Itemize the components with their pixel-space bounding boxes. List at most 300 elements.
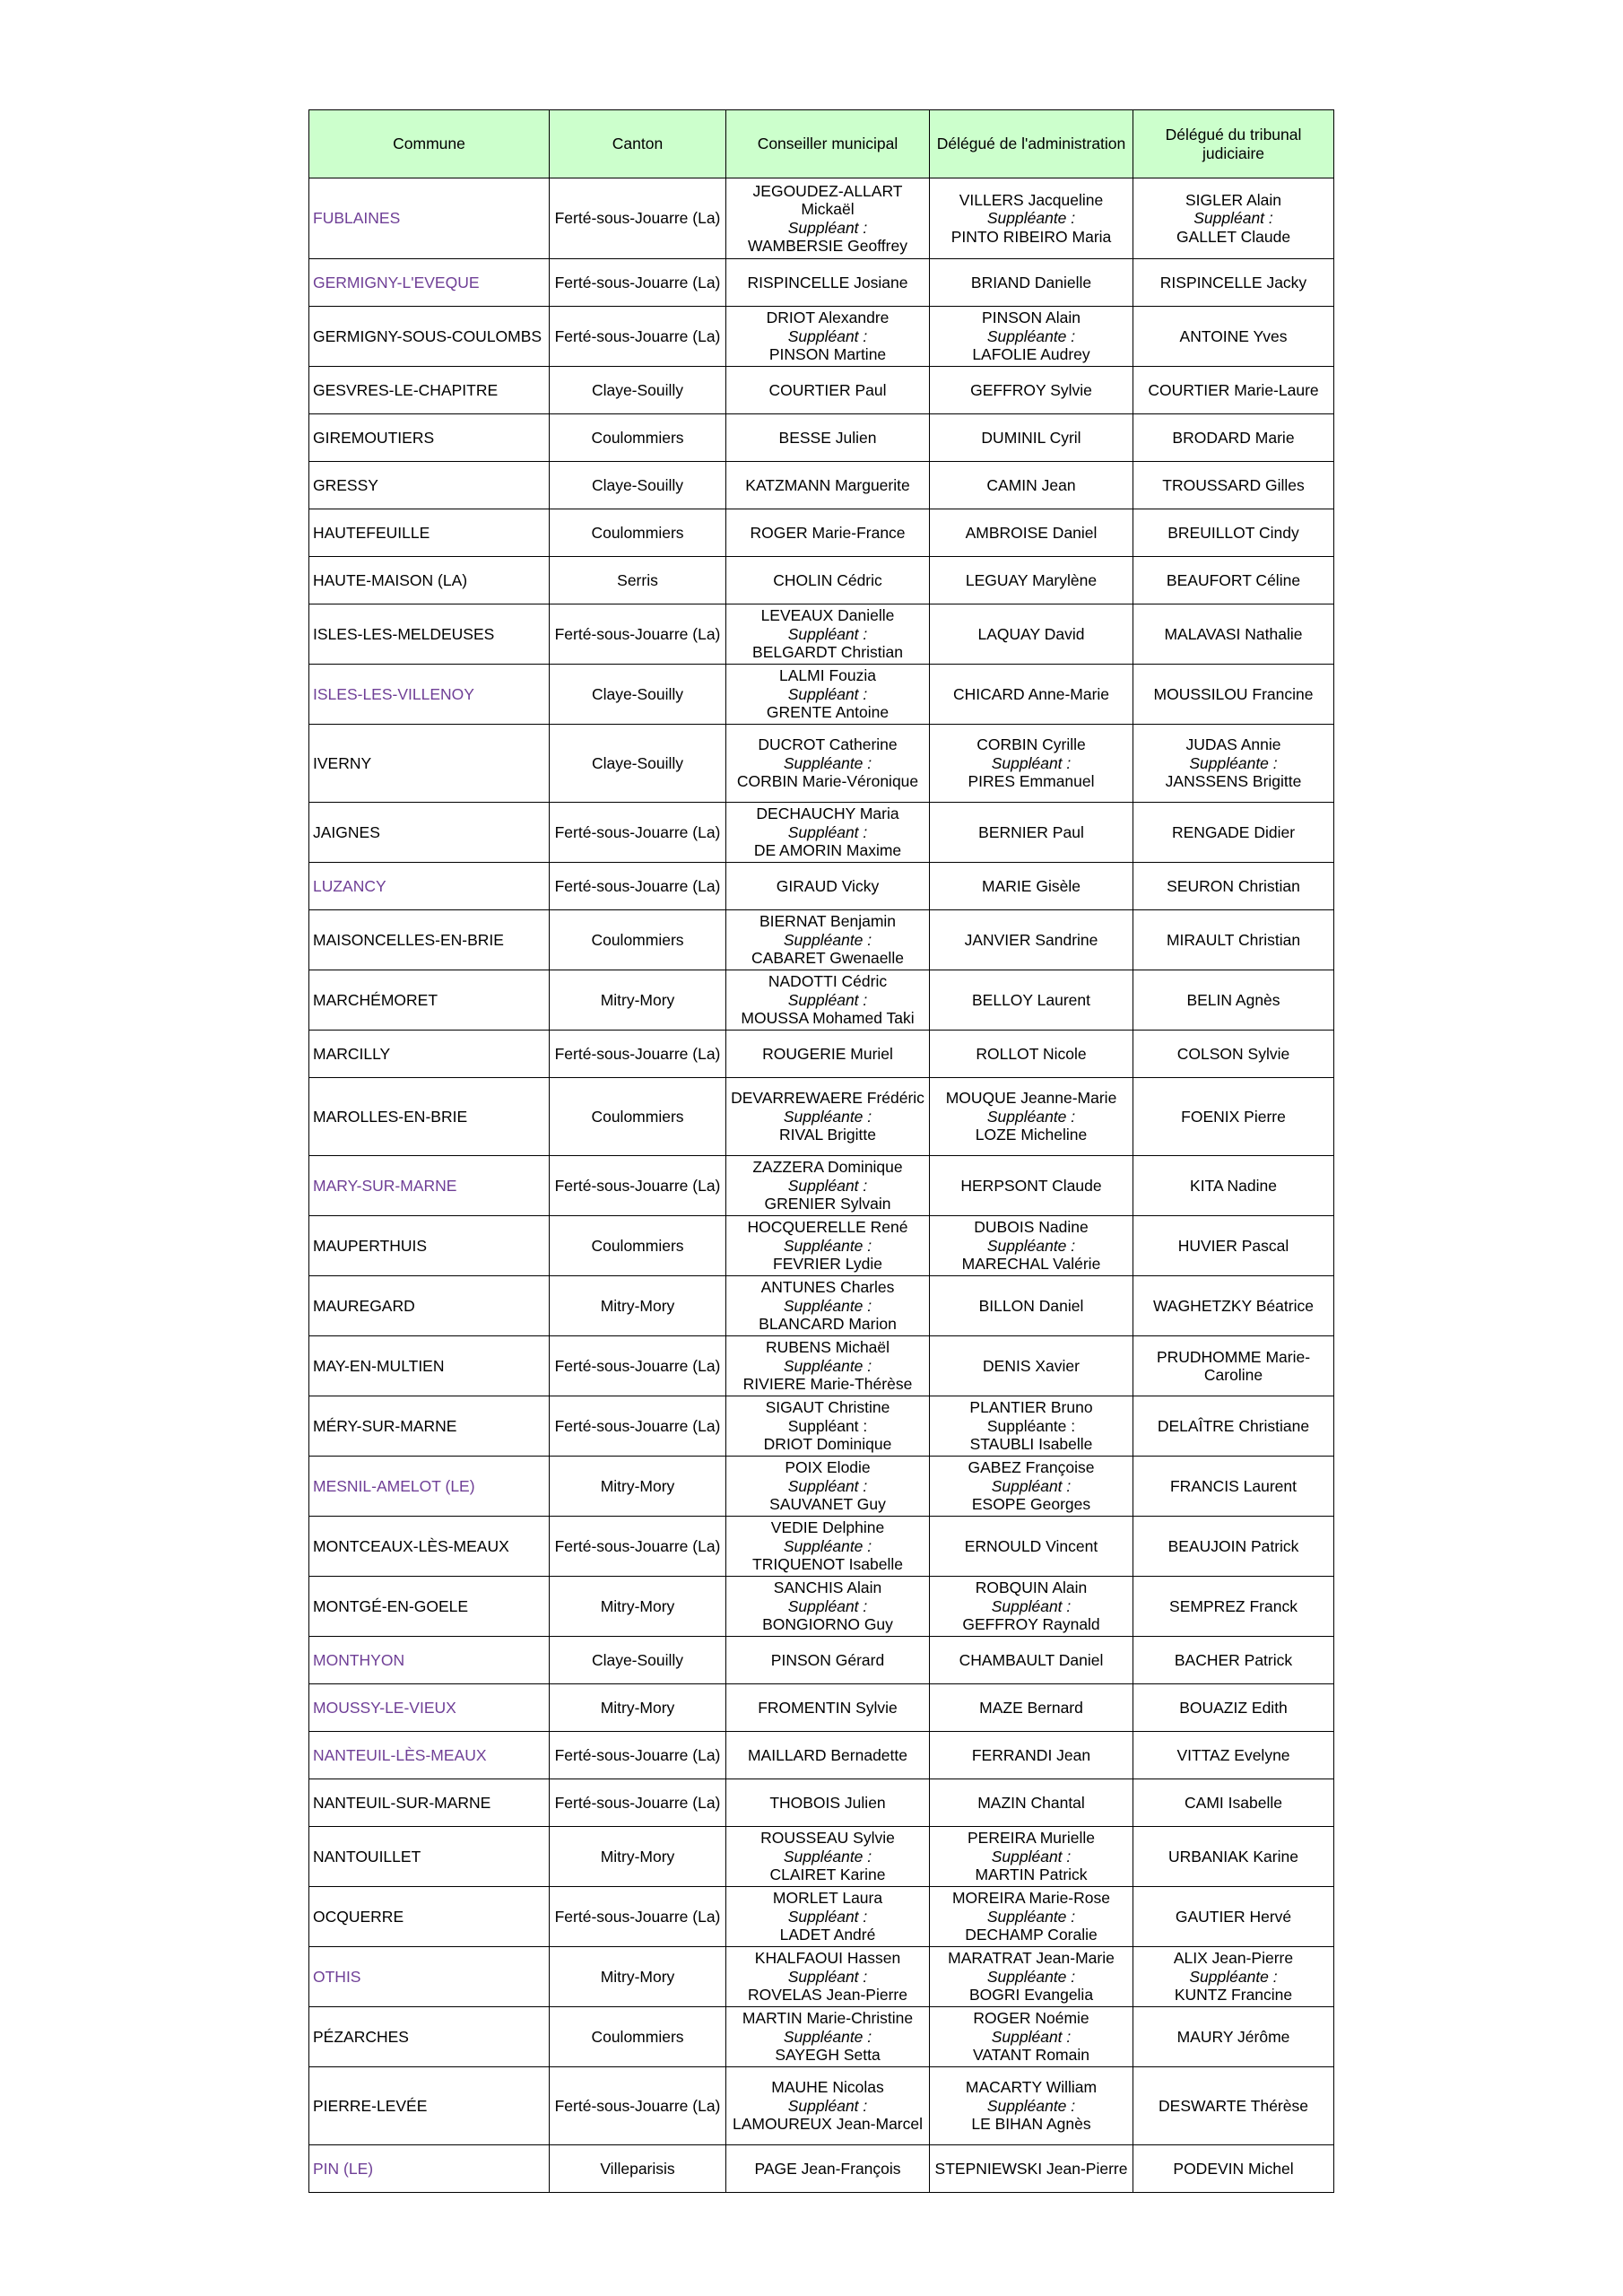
conseiller-name: THOBOIS Julien <box>769 1793 886 1812</box>
admin-substitute-label: Suppléant : <box>991 1596 1072 1615</box>
tribunal-cell <box>1133 1947 1334 2007</box>
conseiller-name: BIERNAT Benjamin <box>759 912 897 931</box>
canton-cell: Ferté-sous-Jouarre (La) <box>550 604 726 665</box>
tribunal-name: MIRAULT Christian <box>1166 930 1301 949</box>
tribunal-name: COURTIER Marie-Laure <box>1148 380 1319 399</box>
conseiller-substitute-name: TRIQUENOT Isabelle <box>752 1555 903 1574</box>
commune-cell: MONTCEAUX-LÈS-MEAUX <box>309 1517 550 1577</box>
tribunal-cell <box>1133 604 1334 665</box>
tribunal-cell <box>1133 1517 1334 1577</box>
admin-name: MARATRAT Jean-Marie <box>948 1949 1115 1968</box>
admin-substitute-name: LE BIHAN Agnès <box>971 2115 1091 2134</box>
conseiller-name: SANCHIS Alain <box>773 1578 882 1597</box>
tribunal-substitute-label: Suppléante : <box>1189 753 1278 772</box>
table-row <box>309 1457 1334 1517</box>
conseiller-name: ROUSSEAU Sylvie <box>760 1829 895 1848</box>
commune-cell[interactable]: GERMIGNY-L'EVEQUE <box>309 259 550 307</box>
admin-cell <box>930 1078 1133 1156</box>
tribunal-cell <box>1133 725 1334 803</box>
conseiller-cell <box>726 725 930 803</box>
conseiller-substitute-name: LAMOUREUX Jean-Marcel <box>733 2115 923 2134</box>
admin-name: MOREIRA Marie-Rose <box>951 1889 1110 1908</box>
conseiller-substitute-label: Suppléant : <box>787 1416 868 1435</box>
table-row <box>309 803 1334 863</box>
commune-cell: NANTEUIL-SUR-MARNE <box>309 1779 550 1827</box>
table-row <box>309 1396 1334 1457</box>
tribunal-name: BEAUJOIN Patrick <box>1167 1536 1299 1555</box>
canton-cell: Mitry-Mory <box>550 1577 726 1637</box>
conseiller-name: KATZMANN Marguerite <box>745 475 910 494</box>
tribunal-cell <box>1133 259 1334 307</box>
commune-cell[interactable]: OTHIS <box>309 1947 550 2007</box>
commune-cell: NANTOUILLET <box>309 1827 550 1887</box>
canton-cell: Claye-Souilly <box>550 1637 726 1684</box>
admin-substitute-label: Suppléante : <box>986 1967 1076 1986</box>
commune-cell[interactable]: PIN (LE) <box>309 2145 550 2193</box>
tribunal-cell <box>1133 414 1334 462</box>
admin-cell <box>930 1336 1133 1396</box>
admin-cell <box>930 509 1133 557</box>
conseiller-name: PAGE Jean-François <box>754 2159 901 2178</box>
conseiller-cell <box>726 1078 930 1156</box>
admin-name: MAZIN Chantal <box>977 1793 1085 1812</box>
tribunal-name: CAMI Isabelle <box>1185 1793 1282 1812</box>
conseiller-name: RISPINCELLE Josiane <box>747 273 908 291</box>
canton-cell: Ferté-sous-Jouarre (La) <box>550 259 726 307</box>
admin-cell <box>930 557 1133 604</box>
commune-cell: MAISONCELLES-EN-BRIE <box>309 910 550 970</box>
conseiller-substitute-label: Suppléant : <box>787 1907 868 1926</box>
tribunal-cell <box>1133 509 1334 557</box>
admin-name: DUMINIL Cyril <box>981 428 1081 447</box>
conseiller-name: MAUHE Nicolas <box>771 2078 884 2097</box>
admin-cell <box>930 604 1133 665</box>
conseiller-name: MAILLARD Bernadette <box>747 1745 907 1764</box>
commune-cell: MARCHÉMORET <box>309 970 550 1031</box>
conseiller-cell <box>726 462 930 509</box>
tribunal-name: MAURY Jérôme <box>1176 2027 1290 2046</box>
tribunal-cell <box>1133 1637 1334 1684</box>
admin-cell <box>930 803 1133 863</box>
admin-substitute-name: LAFOLIE Audrey <box>972 345 1090 364</box>
admin-name: GABEZ Françoise <box>968 1458 1095 1477</box>
conseiller-substitute-name: CABARET Gwenaelle <box>751 949 904 968</box>
tribunal-cell <box>1133 557 1334 604</box>
table-header-row <box>309 110 1334 178</box>
conseiller-name: FROMENTIN Sylvie <box>758 1698 898 1717</box>
tribunal-name: MOUSSILOU Francine <box>1153 684 1314 703</box>
commune-cell: PIERRE-LEVÉE <box>309 2067 550 2145</box>
admin-cell <box>930 1276 1133 1336</box>
table-row <box>309 910 1334 970</box>
tribunal-cell <box>1133 803 1334 863</box>
commune-cell[interactable]: LUZANCY <box>309 863 550 910</box>
admin-cell <box>930 1031 1133 1078</box>
conseiller-name: JEGOUDEZ-ALLART Mickaël <box>752 181 903 218</box>
conseiller-substitute-label: Suppléante : <box>783 1847 872 1866</box>
admin-name: CHICARD Anne-Marie <box>952 684 1110 703</box>
admin-name: STEPNIEWSKI Jean-Pierre <box>934 2159 1128 2178</box>
conseiller-substitute-name: GRENTE Antoine <box>766 703 890 722</box>
commune-cell[interactable]: FUBLAINES <box>309 178 550 259</box>
canton-cell: Mitry-Mory <box>550 1827 726 1887</box>
admin-cell <box>930 1887 1133 1947</box>
admin-name: BILLON Daniel <box>978 1296 1084 1315</box>
conseiller-substitute-name: DE AMORIN Maxime <box>753 841 902 860</box>
admin-cell <box>930 1827 1133 1887</box>
tribunal-substitute-name: GALLET Claude <box>1176 227 1291 246</box>
admin-cell <box>930 725 1133 803</box>
admin-name: CORBIN Cyrille <box>976 735 1086 754</box>
admin-name: MAZE Bernard <box>979 1698 1083 1717</box>
conseiller-cell <box>726 2067 930 2145</box>
conseiller-name: MORLET Laura <box>772 1889 883 1908</box>
commune-cell: IVERNY <box>309 725 550 803</box>
commune-cell: GIREMOUTIERS <box>309 414 550 462</box>
table-row <box>309 1779 1334 1827</box>
conseiller-substitute-label: Suppléante : <box>783 1107 872 1126</box>
tribunal-name: RENGADE Didier <box>1171 822 1296 841</box>
table-row <box>309 1887 1334 1947</box>
canton-cell: Ferté-sous-Jouarre (La) <box>550 1887 726 1947</box>
canton-cell: Mitry-Mory <box>550 1947 726 2007</box>
admin-name: MOUQUE Jeanne-Marie <box>945 1089 1117 1108</box>
table-row <box>309 1336 1334 1396</box>
admin-substitute-name: PIRES Emmanuel <box>968 772 1095 791</box>
conseiller-substitute-name: DRIOT Dominique <box>763 1435 892 1454</box>
conseiller-cell <box>726 178 930 259</box>
tribunal-cell <box>1133 1779 1334 1827</box>
tribunal-cell <box>1133 1396 1334 1457</box>
table-row <box>309 1577 1334 1637</box>
tribunal-cell <box>1133 2007 1334 2067</box>
commune-cell: MONTGÉ-EN-GOELE <box>309 1577 550 1637</box>
table-row <box>309 1276 1334 1336</box>
conseiller-substitute-name: CORBIN Marie-Véronique <box>736 772 919 791</box>
tribunal-name: KITA Nadine <box>1190 1176 1277 1195</box>
canton-cell: Ferté-sous-Jouarre (La) <box>550 1517 726 1577</box>
table-row <box>309 367 1334 414</box>
table-row <box>309 725 1334 803</box>
tribunal-name: TROUSSARD Gilles <box>1162 475 1305 494</box>
canton-cell: Mitry-Mory <box>550 1684 726 1732</box>
admin-name: HERPSONT Claude <box>960 1176 1102 1195</box>
conseiller-cell <box>726 604 930 665</box>
admin-cell <box>930 1216 1133 1276</box>
commune-cell: MAUPERTHUIS <box>309 1216 550 1276</box>
table-row <box>309 665 1334 725</box>
admin-substitute-label: Suppléante : <box>986 326 1076 345</box>
table-row <box>309 1684 1334 1732</box>
admin-substitute-name: BOGRI Evangelia <box>968 1986 1094 2005</box>
tribunal-cell <box>1133 1684 1334 1732</box>
conseiller-name: LALMI Fouzia <box>779 666 876 685</box>
conseiller-name: SIGAUT Christine <box>765 1398 890 1417</box>
tribunal-cell <box>1133 910 1334 970</box>
conseiller-cell <box>726 1577 930 1637</box>
conseiller-substitute-name: LADET André <box>779 1926 876 1944</box>
tribunal-cell <box>1133 1577 1334 1637</box>
admin-name: JANVIER Sandrine <box>964 930 1098 949</box>
commune-cell: MÉRY-SUR-MARNE <box>309 1396 550 1457</box>
conseiller-cell <box>726 557 930 604</box>
tribunal-cell <box>1133 1216 1334 1276</box>
admin-name: ROGER Noémie <box>973 2009 1089 2028</box>
canton-cell: Mitry-Mory <box>550 1457 726 1517</box>
admin-cell <box>930 259 1133 307</box>
admin-cell <box>930 2067 1133 2145</box>
tribunal-name: BOUAZIZ Edith <box>1179 1698 1288 1717</box>
commune-cell[interactable]: MONTHYON <box>309 1637 550 1684</box>
tribunal-name: GAUTIER Hervé <box>1175 1907 1292 1926</box>
tribunal-cell <box>1133 1078 1334 1156</box>
tribunal-name: JUDAS Annie <box>1185 735 1281 754</box>
admin-name: AMBROISE Daniel <box>965 523 1098 542</box>
conseiller-name: ANTUNES Charles <box>760 1278 895 1297</box>
tribunal-cell <box>1133 307 1334 367</box>
conseiller-substitute-name: RIVAL Brigitte <box>779 1126 876 1144</box>
admin-substitute-label: Suppléant : <box>991 1847 1072 1866</box>
admin-substitute-label: Suppléante : <box>986 1236 1076 1255</box>
conseiller-cell <box>726 1396 930 1457</box>
admin-name: BERNIER Paul <box>978 822 1084 841</box>
conseiller-substitute-name: ROVELAS Jean-Pierre <box>748 1986 907 2005</box>
admin-name: ROLLOT Nicole <box>976 1044 1087 1063</box>
tribunal-name: BACHER Patrick <box>1174 1650 1293 1669</box>
conseiller-cell <box>726 259 930 307</box>
commune-cell: PÉZARCHES <box>309 2007 550 2067</box>
canton-cell: Ferté-sous-Jouarre (La) <box>550 803 726 863</box>
table-body <box>309 178 1334 2193</box>
conseiller-substitute-name: PINSON Martine <box>768 345 887 364</box>
conseiller-cell <box>726 1827 930 1887</box>
canton-cell: Coulommiers <box>550 509 726 557</box>
table-row <box>309 414 1334 462</box>
commune-cell: MARCILLY <box>309 1031 550 1078</box>
admin-cell <box>930 1457 1133 1517</box>
tribunal-name: VITTAZ Evelyne <box>1176 1745 1290 1764</box>
canton-cell: Mitry-Mory <box>550 970 726 1031</box>
tribunal-cell <box>1133 178 1334 259</box>
conseiller-cell <box>726 1156 930 1216</box>
conseiller-cell <box>726 1684 930 1732</box>
tribunal-name: URBANIAK Karine <box>1168 1847 1298 1866</box>
conseiller-substitute-label: Suppléante : <box>783 1296 872 1315</box>
tribunal-name: SEMPREZ Franck <box>1169 1596 1298 1615</box>
commune-cell[interactable]: MESNIL-AMELOT (LE) <box>309 1457 550 1517</box>
conseiller-cell <box>726 1947 930 2007</box>
conseiller-substitute-label: Suppléant : <box>787 624 868 643</box>
tribunal-substitute-name: JANSSENS Brigitte <box>1165 772 1302 791</box>
tribunal-name: SEURON Christian <box>1167 876 1300 895</box>
conseiller-substitute-name: CLAIRET Karine <box>769 1866 886 1884</box>
tribunal-name: HUVIER Pascal <box>1177 1236 1289 1255</box>
admin-cell <box>930 1779 1133 1827</box>
conseiller-substitute-name: BELGARDT Christian <box>752 643 903 662</box>
delegates-table <box>308 109 1334 2193</box>
conseiller-substitute-label: Suppléant : <box>787 1596 868 1615</box>
table-row <box>309 1216 1334 1276</box>
table-row <box>309 509 1334 557</box>
conseiller-cell <box>726 2007 930 2067</box>
conseiller-name: POIX Elodie <box>785 1458 871 1477</box>
tribunal-cell <box>1133 1031 1334 1078</box>
conseiller-substitute-label: Suppléant : <box>787 822 868 841</box>
admin-substitute-name: LOZE Micheline <box>975 1126 1088 1144</box>
admin-cell <box>930 178 1133 259</box>
conseiller-cell <box>726 1457 930 1517</box>
canton-cell: Villeparisis <box>550 2145 726 2193</box>
header-conseiller: Conseiller municipal <box>726 110 930 178</box>
commune-cell[interactable]: MOUSSY-LE-VIEUX <box>309 1684 550 1732</box>
admin-name: PINSON Alain <box>982 309 1081 327</box>
tribunal-cell <box>1133 863 1334 910</box>
canton-cell: Ferté-sous-Jouarre (La) <box>550 1732 726 1779</box>
tribunal-cell <box>1133 1887 1334 1947</box>
commune-cell[interactable]: ISLES-LES-VILLENOY <box>309 665 550 725</box>
conseiller-cell <box>726 803 930 863</box>
tribunal-cell <box>1133 2067 1334 2145</box>
conseiller-cell <box>726 910 930 970</box>
conseiller-cell <box>726 307 930 367</box>
canton-cell: Coulommiers <box>550 2007 726 2067</box>
conseiller-name: HOCQUERELLE René <box>747 1218 908 1237</box>
admin-name: ROBQUIN Alain <box>975 1578 1088 1597</box>
table-row <box>309 259 1334 307</box>
table-row <box>309 1031 1334 1078</box>
admin-substitute-name: STAUBLI Isabelle <box>969 1435 1093 1454</box>
tribunal-cell <box>1133 367 1334 414</box>
admin-name: MACARTY William <box>965 2078 1098 2097</box>
admin-name: PLANTIER Bruno <box>969 1398 1093 1417</box>
conseiller-name: PINSON Gérard <box>770 1650 885 1669</box>
admin-cell <box>930 910 1133 970</box>
conseiller-substitute-label: Suppléant : <box>787 684 868 703</box>
conseiller-cell <box>726 367 930 414</box>
tribunal-name: MALAVASI Nathalie <box>1164 624 1303 643</box>
table-row <box>309 1156 1334 1216</box>
admin-substitute-name: GEFFROY Raynald <box>962 1615 1100 1634</box>
commune-cell: MAUREGARD <box>309 1276 550 1336</box>
conseiller-cell <box>726 1637 930 1684</box>
admin-name: LAQUAY David <box>977 624 1085 643</box>
tribunal-name: PRUDHOMME Marie-Caroline <box>1156 1347 1311 1384</box>
conseiller-name: ROUGERIE Muriel <box>762 1044 893 1063</box>
admin-cell <box>930 1396 1133 1457</box>
conseiller-name: DEVARREWAERE Frédéric <box>731 1089 924 1108</box>
conseiller-substitute-name: SAUVANET Guy <box>769 1495 886 1514</box>
tribunal-cell <box>1133 1276 1334 1336</box>
commune-cell: GERMIGNY-SOUS-COULOMBS <box>309 307 550 367</box>
header-tribunal-delegate: Délégué du tribunal judiciaire <box>1133 110 1334 178</box>
table-row <box>309 1078 1334 1156</box>
canton-cell: Coulommiers <box>550 1216 726 1276</box>
conseiller-name: BESSE Julien <box>778 428 877 447</box>
conseiller-cell <box>726 2145 930 2193</box>
header-admin-delegate: Délégué de l'administration <box>930 110 1133 178</box>
admin-name: DUBOIS Nadine <box>974 1218 1089 1237</box>
canton-cell: Mitry-Mory <box>550 1276 726 1336</box>
tribunal-substitute-label: Suppléante : <box>1189 1967 1278 1986</box>
admin-substitute-name: PINTO RIBEIRO Maria <box>950 227 1112 246</box>
admin-name: FERRANDI Jean <box>971 1745 1091 1764</box>
tribunal-cell <box>1133 1827 1334 1887</box>
admin-cell <box>930 414 1133 462</box>
canton-cell: Coulommiers <box>550 1078 726 1156</box>
admin-cell <box>930 1517 1133 1577</box>
admin-name: LEGUAY Marylène <box>965 570 1098 589</box>
conseiller-substitute-label: Suppléante : <box>783 1536 872 1555</box>
commune-cell[interactable]: NANTEUIL-LÈS-MEAUX <box>309 1732 550 1779</box>
conseiller-name: VEDIE Delphine <box>770 1518 885 1537</box>
admin-cell <box>930 1156 1133 1216</box>
conseiller-cell <box>726 970 930 1031</box>
commune-cell: GRESSY <box>309 462 550 509</box>
tribunal-substitute-name: KUNTZ Francine <box>1174 1986 1293 2005</box>
admin-substitute-label: Suppléante : <box>986 1907 1076 1926</box>
conseiller-substitute-name: WAMBERSIE Geoffrey <box>748 237 907 255</box>
conseiller-name: ZAZZERA Dominique <box>752 1158 903 1177</box>
table-row <box>309 1637 1334 1684</box>
conseiller-substitute-name: BLANCARD Marion <box>759 1315 897 1334</box>
conseiller-substitute-label: Suppléante : <box>783 2027 872 2046</box>
tribunal-name: BREUILLOT Cindy <box>1167 523 1299 542</box>
tribunal-name: FOENIX Pierre <box>1181 1107 1286 1126</box>
admin-substitute-label: Suppléante : <box>986 1416 1076 1435</box>
commune-cell[interactable]: MARY-SUR-MARNE <box>309 1156 550 1216</box>
commune-cell: HAUTEFEUILLE <box>309 509 550 557</box>
admin-cell <box>930 970 1133 1031</box>
admin-cell <box>930 367 1133 414</box>
tribunal-cell <box>1133 1156 1334 1216</box>
conseiller-cell <box>726 414 930 462</box>
admin-substitute-label: Suppléante : <box>986 1107 1076 1126</box>
admin-cell <box>930 863 1133 910</box>
admin-cell <box>930 1684 1133 1732</box>
canton-cell: Coulommiers <box>550 414 726 462</box>
conseiller-cell <box>726 1216 930 1276</box>
admin-substitute-label: Suppléante : <box>986 2096 1076 2115</box>
tribunal-name: WAGHETZKY Béatrice <box>1153 1296 1314 1315</box>
conseiller-substitute-label: Suppléant : <box>787 1176 868 1195</box>
table-row <box>309 2067 1334 2145</box>
tribunal-cell <box>1133 970 1334 1031</box>
canton-cell: Ferté-sous-Jouarre (La) <box>550 1336 726 1396</box>
tribunal-cell <box>1133 2145 1334 2193</box>
conseiller-cell <box>726 863 930 910</box>
canton-cell: Ferté-sous-Jouarre (La) <box>550 178 726 259</box>
admin-substitute-name: MARECHAL Valérie <box>961 1255 1101 1274</box>
canton-cell: Ferté-sous-Jouarre (La) <box>550 1396 726 1457</box>
conseiller-substitute-label: Suppléante : <box>783 1356 872 1375</box>
conseiller-cell <box>726 1887 930 1947</box>
conseiller-substitute-label: Suppléante : <box>783 1236 872 1255</box>
tribunal-name: SIGLER Alain <box>1185 190 1281 209</box>
commune-cell: HAUTE-MAISON (LA) <box>309 557 550 604</box>
admin-cell <box>930 1637 1133 1684</box>
conseiller-cell <box>726 509 930 557</box>
tribunal-cell <box>1133 1336 1334 1396</box>
tribunal-cell <box>1133 462 1334 509</box>
tribunal-name: COLSON Sylvie <box>1176 1044 1290 1063</box>
conseiller-name: MARTIN Marie-Christine <box>742 2009 914 2028</box>
canton-cell: Serris <box>550 557 726 604</box>
conseiller-name: CHOLIN Cédric <box>773 570 882 589</box>
conseiller-name: LEVEAUX Danielle <box>760 606 895 625</box>
conseiller-name: NADOTTI Cédric <box>768 972 888 991</box>
tribunal-cell <box>1133 1732 1334 1779</box>
commune-cell: ISLES-LES-MELDEUSES <box>309 604 550 665</box>
